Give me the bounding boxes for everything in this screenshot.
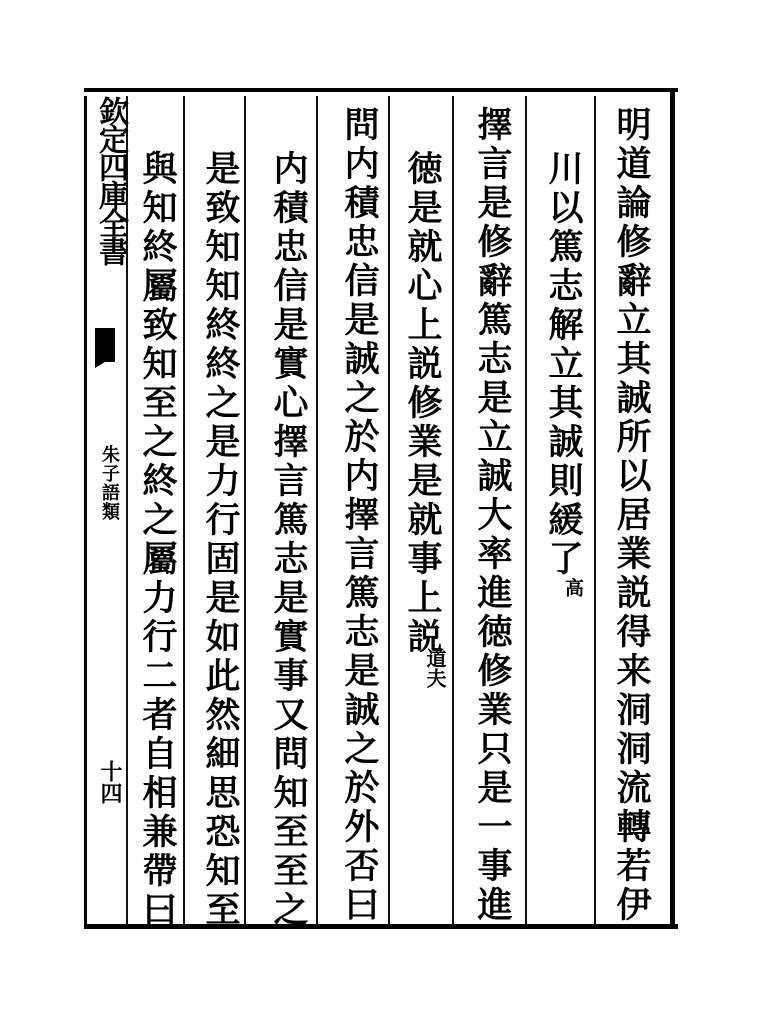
book-title: 朱子語類 [99, 445, 120, 521]
page-number: 十四 [97, 760, 123, 804]
column-divider [388, 96, 390, 926]
text-column-1: 明道論修辭立其誠所以居業説得来洞洞流轉若伊 [611, 106, 652, 925]
collection-title: 欽定四庫全書 [93, 96, 128, 264]
text-column-3: 擇言是修辭篤志是立誠大率進徳修業只是一事進 [472, 106, 513, 925]
text-column-2: 川以篤志解立其誠則緩了 [543, 150, 584, 579]
column-divider [316, 96, 318, 926]
text-column-6: 内積忠信是實心擇言篤志是實事又問知至至之 [268, 150, 309, 930]
column-divider [525, 96, 527, 926]
text-column-4: 徳是就心上説修業是就事上説 [402, 150, 443, 657]
annotation-note: 道夫 [423, 648, 447, 688]
text-column-7: 是致知知終終之是力行固是如此然細思恐知至 [200, 150, 241, 930]
column-divider [594, 96, 596, 926]
annotation-note: 高 [562, 578, 584, 597]
text-column-5: 問内積忠信是誠之於内擇言篤志是誠之於外否曰 [339, 106, 380, 925]
top-border [84, 88, 678, 92]
right-border [670, 90, 675, 928]
fish-tail-mark [95, 328, 115, 362]
left-border [84, 96, 87, 928]
text-column-8: 與知終屬致知至之終之屬力行二者自相兼帶曰 [137, 150, 178, 930]
column-divider [183, 96, 185, 926]
column-divider [452, 96, 454, 926]
